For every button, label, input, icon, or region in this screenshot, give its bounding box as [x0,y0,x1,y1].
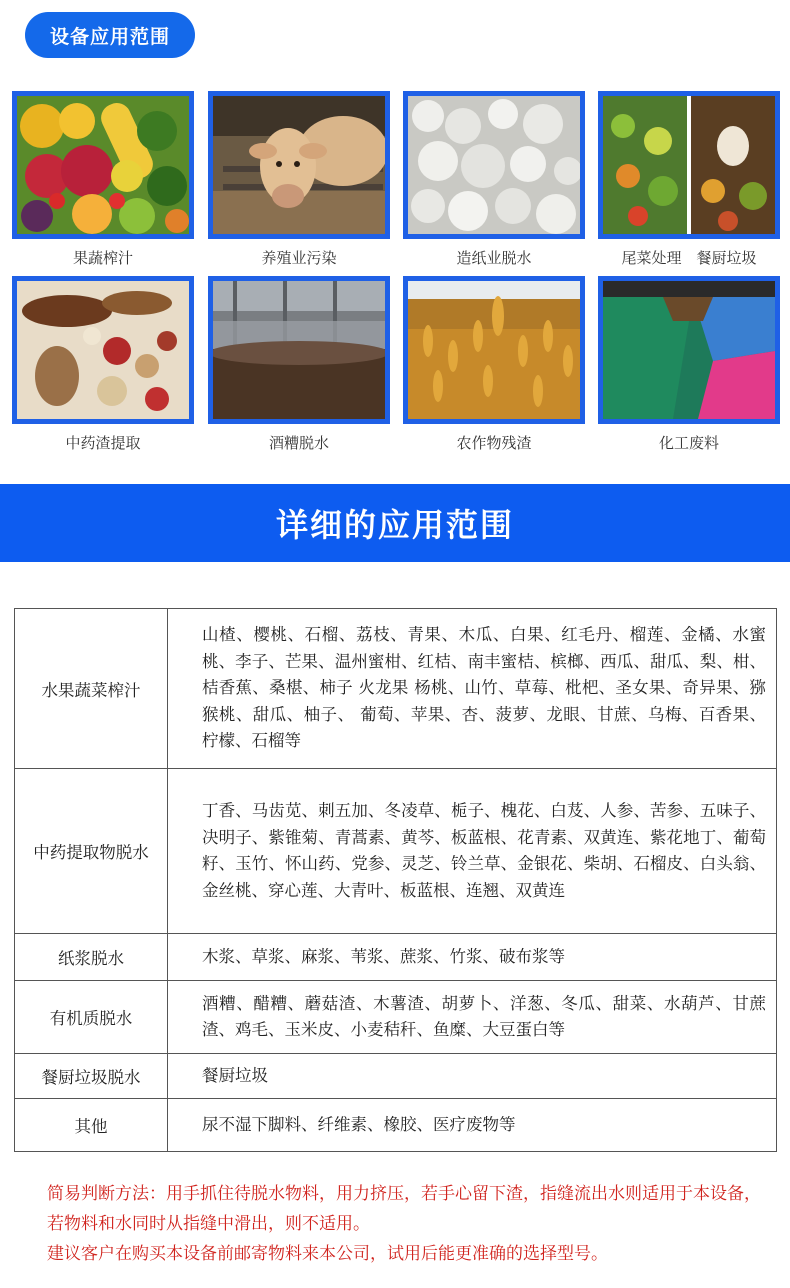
tile-caption: 养殖业污染 [261,249,337,267]
cattle-farm-image [208,91,390,239]
tile-caption: 造纸业脱水 [456,249,532,267]
application-detail-table [14,608,777,1152]
table-row [15,1099,777,1152]
judgment-method-text: 简易判断方法：用手抓住待脱水物料，用力挤压，若手心留下渣，指缝流出水则适用于本设备，若物料和水同时从指缝中滑出，则不适用。 [47,1184,761,1234]
tile-caption: 中药渣提取 [65,434,141,452]
category-cell: 有机质脱水 [15,981,168,1054]
table-row [15,609,777,769]
items-cell: 丁香、马齿苋、刺五加、冬凌草、栀子、槐花、白芨、人参、苦参、五味子、决明子、紫锥菊、青蒿素、黄芩、板蓝根、花青素、双黄连、紫花地丁、葡萄籽、玉竹、怀山药、党参、灵芝、铃兰草、金银花、柴胡、石榴皮、白头翁、金丝桃、穿心莲、大青叶、板蓝根、连翘、双黄连 [168,769,777,934]
herbal-medicine-image [12,276,194,424]
table-row [15,981,777,1054]
tile-paper-dewatering [403,91,585,269]
detail-section-banner: 详细的应用范围 [0,484,790,562]
paper-pulp-image [403,91,585,239]
table-row [15,1054,777,1099]
plastic-pellets-image [598,276,780,424]
judgment-note [47,1179,777,1269]
tile-chemical-waste [598,276,780,454]
wheat-field-image [403,276,585,424]
category-cell: 其他 [15,1099,168,1152]
tile-caption: 农作物残渣 [456,434,532,452]
mail-sample-advice-text: 建议客户在购买本设备前邮寄物料来本公司，试用后能更准确的选择型号。 [47,1244,608,1264]
tile-livestock [208,91,390,269]
items-cell: 山楂、樱桃、石榴、荔枝、青果、木瓜、白果、红毛丹、榴莲、金橘、水蜜桃、李子、芒果、温州蜜柑、红桔、南丰蜜桔、槟榔、西瓜、甜瓜、梨、柑、桔香蕉、桑椹、柿子 火龙果 杨桃、山竹、草莓、枇杷、圣女果、奇异果、猕猴桃、甜瓜、柚子、 葡萄、苹果、杏、菠萝、龙眼、甘蔗、乌梅、百香果、柠檬、石榴等 [168,609,777,769]
category-cell: 水果蔬菜榨汁 [15,609,168,769]
tile-caption: 果蔬榨汁 [72,249,133,267]
items-cell: 餐厨垃圾 [168,1054,777,1099]
category-cell: 纸浆脱水 [15,934,168,981]
tile-herbal-extraction [12,276,194,454]
tile-crop-residue [403,276,585,454]
items-cell: 木浆、草浆、麻浆、苇浆、蔗浆、竹浆、破布浆等 [168,934,777,981]
vegetable-food-waste-image [598,91,780,239]
category-cell: 中药提取物脱水 [15,769,168,934]
items-cell: 酒糟、醋糟、蘑菇渣、木薯渣、胡萝卜、洋葱、冬瓜、甜菜、水葫芦、甘蔗渣、鸡毛、玉米皮、小麦秸秆、鱼糜、大豆蛋白等 [168,981,777,1054]
tile-caption: 尾菜处理 餐厨垃圾 [621,249,757,267]
tile-caption: 化工废料 [658,434,719,452]
section-title-pill: 设备应用范围 [25,12,195,58]
tile-distillers-grains [208,276,390,454]
tile-vegetable-food-waste [598,91,780,269]
distillers-grains-image [208,276,390,424]
items-cell: 尿不湿下脚料、纤维素、橡胶、医疗废物等 [168,1099,777,1152]
category-cell: 餐厨垃圾脱水 [15,1054,168,1099]
tile-fruit-juice [12,91,194,269]
tile-caption: 酒糟脱水 [268,434,329,452]
table-row [15,769,777,934]
fruits-vegetables-image [12,91,194,239]
table-row [15,934,777,981]
